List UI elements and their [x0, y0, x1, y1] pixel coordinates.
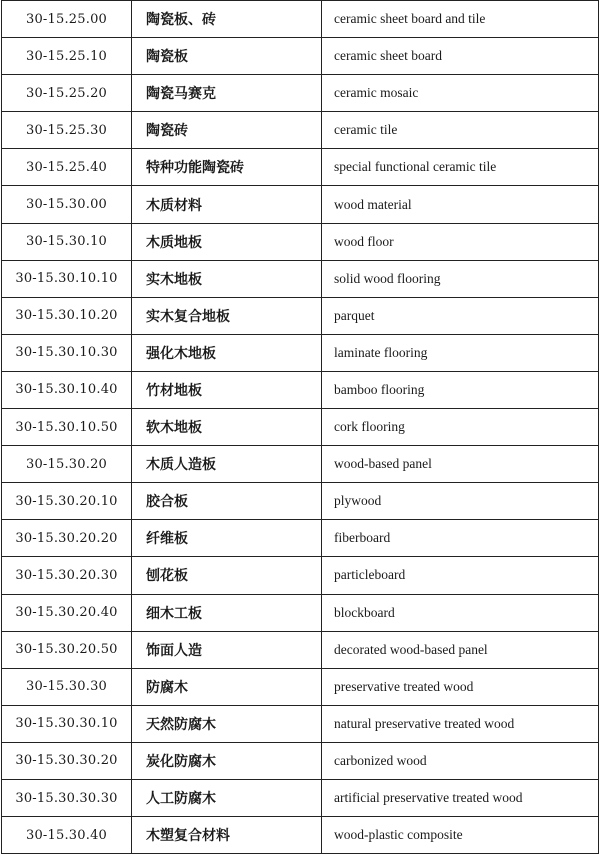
- english-name-cell: ceramic sheet board and tile: [322, 1, 599, 38]
- classification-table: [1, 0, 599, 854]
- code-cell: 30-15.30.10.30: [2, 334, 132, 371]
- english-name-cell: particleboard: [322, 557, 599, 594]
- code-cell: 30-15.30.30: [2, 668, 132, 705]
- code-cell: 30-15.25.10: [2, 38, 132, 75]
- code-cell: 30-15.25.20: [2, 75, 132, 112]
- code-cell: 30-15.25.30: [2, 112, 132, 149]
- code-cell: 30-15.30.10.40: [2, 371, 132, 408]
- table-row: [2, 186, 599, 223]
- english-name-cell: fiberboard: [322, 520, 599, 557]
- table-row: [2, 520, 599, 557]
- chinese-name-cell: 陶瓷板、砖: [132, 1, 322, 38]
- table-body: [2, 1, 599, 854]
- chinese-name-cell: 细木工板: [132, 594, 322, 631]
- english-name-cell: wood material: [322, 186, 599, 223]
- english-name-cell: parquet: [322, 297, 599, 334]
- table-row: [2, 223, 599, 260]
- table-row: [2, 668, 599, 705]
- chinese-name-cell: 刨花板: [132, 557, 322, 594]
- code-cell: 30-15.30.30.10: [2, 705, 132, 742]
- english-name-cell: solid wood flooring: [322, 260, 599, 297]
- code-cell: 30-15.30.30.30: [2, 779, 132, 816]
- code-cell: 30-15.30.10.10: [2, 260, 132, 297]
- chinese-name-cell: 软木地板: [132, 409, 322, 446]
- table-row: [2, 446, 599, 483]
- code-cell: 30-15.30.20.50: [2, 631, 132, 668]
- english-name-cell: wood floor: [322, 223, 599, 260]
- chinese-name-cell: 防腐木: [132, 668, 322, 705]
- table-row: [2, 631, 599, 668]
- code-cell: 30-15.30.20.20: [2, 520, 132, 557]
- english-name-cell: ceramic tile: [322, 112, 599, 149]
- chinese-name-cell: 强化木地板: [132, 334, 322, 371]
- chinese-name-cell: 陶瓷板: [132, 38, 322, 75]
- table-row: [2, 557, 599, 594]
- english-name-cell: artificial preservative treated wood: [322, 779, 599, 816]
- code-cell: 30-15.30.10.20: [2, 297, 132, 334]
- chinese-name-cell: 陶瓷砖: [132, 112, 322, 149]
- table-row: [2, 742, 599, 779]
- english-name-cell: decorated wood-based panel: [322, 631, 599, 668]
- english-name-cell: blockboard: [322, 594, 599, 631]
- chinese-name-cell: 天然防腐木: [132, 705, 322, 742]
- english-name-cell: laminate flooring: [322, 334, 599, 371]
- chinese-name-cell: 实木地板: [132, 260, 322, 297]
- table-row: [2, 409, 599, 446]
- chinese-name-cell: 饰面人造: [132, 631, 322, 668]
- chinese-name-cell: 木质人造板: [132, 446, 322, 483]
- table-row: [2, 594, 599, 631]
- english-name-cell: wood-plastic composite: [322, 817, 599, 854]
- table-row: [2, 483, 599, 520]
- chinese-name-cell: 竹材地板: [132, 371, 322, 408]
- code-cell: 30-15.30.40: [2, 817, 132, 854]
- table-row: [2, 260, 599, 297]
- english-name-cell: special functional ceramic tile: [322, 149, 599, 186]
- english-name-cell: cork flooring: [322, 409, 599, 446]
- chinese-name-cell: 胶合板: [132, 483, 322, 520]
- english-name-cell: plywood: [322, 483, 599, 520]
- chinese-name-cell: 特种功能陶瓷砖: [132, 149, 322, 186]
- english-name-cell: carbonized wood: [322, 742, 599, 779]
- code-cell: 30-15.30.20.10: [2, 483, 132, 520]
- table-row: [2, 149, 599, 186]
- table-row: [2, 1, 599, 38]
- english-name-cell: bamboo flooring: [322, 371, 599, 408]
- table-row: [2, 371, 599, 408]
- chinese-name-cell: 纤维板: [132, 520, 322, 557]
- code-cell: 30-15.30.00: [2, 186, 132, 223]
- table-row: [2, 705, 599, 742]
- table-row: [2, 334, 599, 371]
- code-cell: 30-15.30.10.50: [2, 409, 132, 446]
- table-row: [2, 38, 599, 75]
- chinese-name-cell: 木塑复合材料: [132, 817, 322, 854]
- table-row: [2, 75, 599, 112]
- table-row: [2, 817, 599, 854]
- code-cell: 30-15.30.30.20: [2, 742, 132, 779]
- english-name-cell: wood-based panel: [322, 446, 599, 483]
- code-cell: 30-15.25.00: [2, 1, 132, 38]
- english-name-cell: preservative treated wood: [322, 668, 599, 705]
- chinese-name-cell: 人工防腐木: [132, 779, 322, 816]
- chinese-name-cell: 炭化防腐木: [132, 742, 322, 779]
- code-cell: 30-15.30.20.30: [2, 557, 132, 594]
- english-name-cell: ceramic mosaic: [322, 75, 599, 112]
- code-cell: 30-15.30.10: [2, 223, 132, 260]
- table-row: [2, 297, 599, 334]
- english-name-cell: natural preservative treated wood: [322, 705, 599, 742]
- english-name-cell: ceramic sheet board: [322, 38, 599, 75]
- chinese-name-cell: 木质材料: [132, 186, 322, 223]
- code-cell: 30-15.30.20: [2, 446, 132, 483]
- table-row: [2, 779, 599, 816]
- chinese-name-cell: 陶瓷马赛克: [132, 75, 322, 112]
- code-cell: 30-15.25.40: [2, 149, 132, 186]
- chinese-name-cell: 木质地板: [132, 223, 322, 260]
- chinese-name-cell: 实木复合地板: [132, 297, 322, 334]
- code-cell: 30-15.30.20.40: [2, 594, 132, 631]
- table-row: [2, 112, 599, 149]
